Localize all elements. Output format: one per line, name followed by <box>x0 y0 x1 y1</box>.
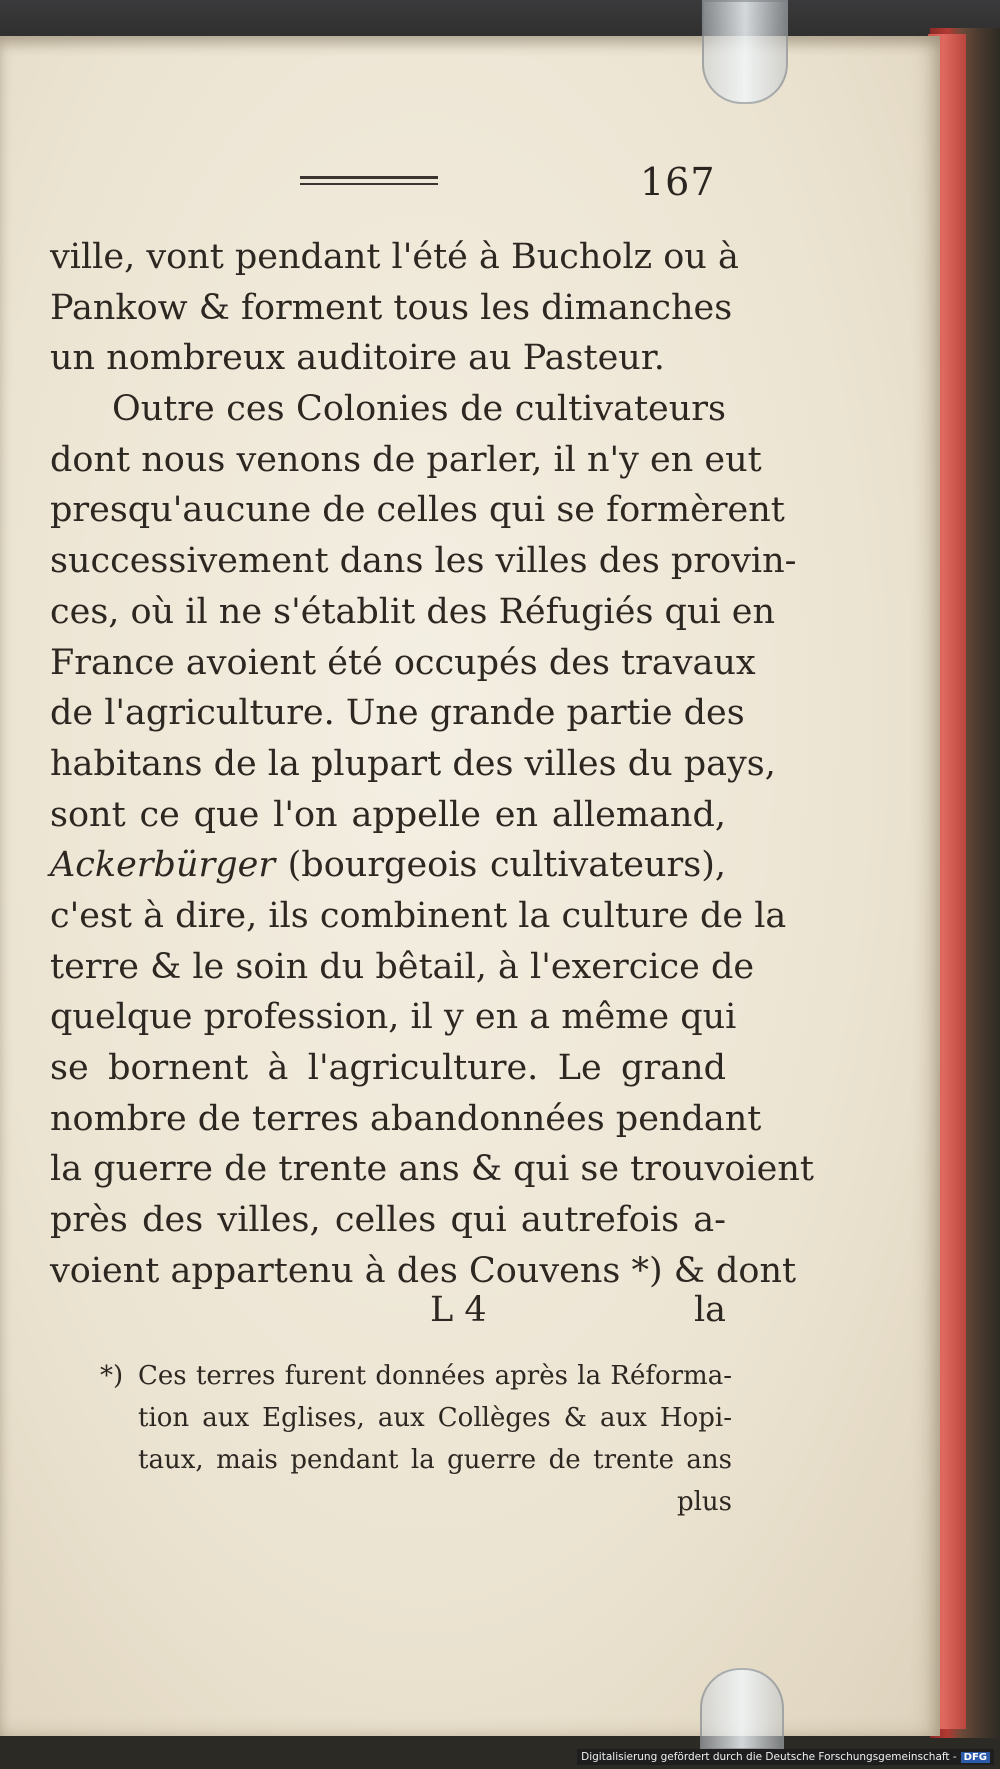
text-line: près des villes, celles qui autrefois a- <box>50 1200 726 1241</box>
signature-mark: L 4 <box>430 1290 487 1330</box>
text-line: successivement dans les villes des provin- <box>50 541 797 582</box>
text-line: habitans de la plupart des villes du pays, <box>50 743 776 784</box>
text-line: ces, où il ne s'établit des Réfugiés qui en <box>50 591 776 632</box>
text-line: un nombreux auditoire au Pasteur. <box>50 338 665 379</box>
digitization-credit <box>577 1749 994 1765</box>
text-line: dont nous venons de parler, il n'y en eut <box>50 439 762 480</box>
header-rule <box>300 183 438 185</box>
text-line: Pankow & forment tous les dimanches <box>50 287 733 328</box>
text-line: c'est à dire, ils combinent la culture de la <box>50 895 787 936</box>
signature-row <box>50 1290 726 1338</box>
body-text <box>50 232 814 1296</box>
text-line: nombre de terres abandonnées pendant <box>50 1098 762 1139</box>
text-line-rest: (bourgeois cultivateurs), <box>287 845 726 886</box>
book-clip-top <box>702 0 788 104</box>
footnote-body <box>138 1355 732 1523</box>
text-line: presqu'aucune de celles qui se formèrent <box>50 490 785 531</box>
footnote-catchword: plus <box>676 1487 732 1517</box>
footnote-line: Ces terres furent données après la Réforma- <box>138 1361 732 1391</box>
header-rule <box>300 176 438 179</box>
text-line: se bornent à l'agriculture. Le grand <box>50 1048 726 1088</box>
footnote-marker: *) <box>100 1361 124 1391</box>
dfg-logo: DFG <box>961 1752 990 1763</box>
italic-term: Ackerbürger <box>50 845 276 886</box>
text-line: France avoient été occupés des travaux <box>50 642 756 683</box>
text-line: quelque profession, il y en a même qui <box>50 997 737 1038</box>
text-line: terre & le soin du bêtail, à l'exercice de <box>50 946 755 987</box>
book-clip-bottom <box>700 1668 784 1750</box>
text-line <box>50 840 726 891</box>
page-number: 167 <box>640 160 716 204</box>
footnote-line: tion aux Eglises, aux Collèges & aux Hopi- <box>138 1403 732 1433</box>
text-line: la guerre de trente ans & qui se trouvoient <box>50 1149 814 1190</box>
credit-text: Digitalisierung gefördert durch die Deutsche Forschungsgemeinschaft - <box>581 1751 957 1763</box>
text-line: de l'agriculture. Une grande partie des <box>50 693 745 734</box>
footnote-line: taux, mais pendant la guerre de trente ans <box>138 1445 732 1475</box>
text-line: ville, vont pendant l'été à Bucholz ou à <box>50 237 739 277</box>
text-line: sont ce que l'on appelle en allemand, <box>50 794 726 835</box>
text-line: voient appartenu à des Couvens *) & dont <box>50 1250 797 1291</box>
catchword: la <box>693 1290 726 1330</box>
text-line: Outre ces Colonies de cultivateurs <box>112 389 726 430</box>
